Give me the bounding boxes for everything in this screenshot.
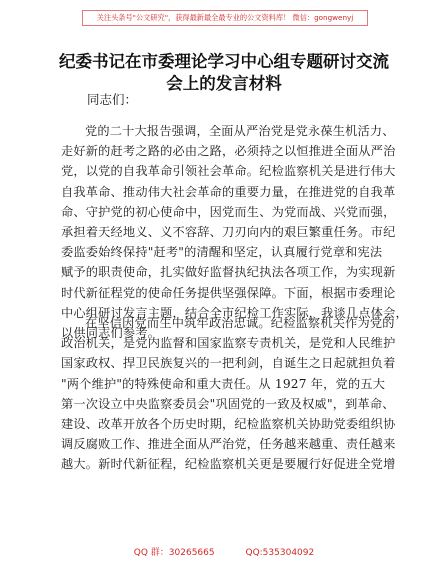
- paragraph-line: 走好新的赶考之路的必由之路，必须持之以恒推进全面从严治: [61, 144, 396, 159]
- paragraph-line: 以供同志们参考。: [61, 326, 161, 340]
- paragraph-line: 在坚信因党而生中筑牢政治忠诚。纪检监察机关作为党的: [85, 316, 395, 330]
- paragraph-line: 党，以党的自我革命引领社会革命。纪检监察机关是进行伟大: [61, 164, 396, 179]
- paragraph-line: 越大。新时代新征程，纪检监察机关更是要履行好促进全党增: [61, 457, 396, 472]
- paragraph-line: 国家政权、捍卫民族复兴的一把利剑，自诞生之日起就担负着: [61, 356, 396, 371]
- footer-qq-group: QQ 群：30265665: [133, 548, 215, 558]
- paragraph-line: 党的二十大报告强调，全面从严治党是党永葆生机活力、: [85, 124, 395, 138]
- paragraph-line: 中心组研讨发言主题，结合全市纪检工作实际，我谈几点体会，: [61, 305, 408, 320]
- paragraph-line: 时代新征程党的使命任务提供坚强保障。下面，根据市委理论: [61, 285, 396, 300]
- paragraph-line: 政治机关，是党内监督和国家监察专责机关，是党和人民维护: [61, 336, 396, 351]
- paragraph-line: 调反腐败工作、推进全面从严治党，任务越来越重、责任越来: [61, 437, 396, 452]
- header-banner: 关注头条号"公文研究"，获得最新最全最专业的公文资料库！ 微信：gongwenyj: [82, 10, 368, 26]
- footer-qq: QQ:535304092: [245, 548, 315, 558]
- document-title-line-1: 纪委书记在市委理论学习中心组专题研讨交流: [59, 52, 389, 71]
- paragraph-line: 自我革命、推动伟大社会革命的重要力量，在推进党的自我革: [61, 184, 396, 199]
- paragraph-line: 命、守护党的初心使命中，因党而生、为党而战、兴党而强，: [61, 204, 396, 219]
- paragraph-line: "两个维护"的特殊使命和重大责任。从 1927 年，党的五大: [61, 376, 386, 391]
- salutation: 同志们：: [87, 92, 138, 107]
- paragraph-line: 赋予的职责使命，扎实做好监督执纪执法各项工作，为实现新: [61, 265, 396, 280]
- paragraph-line: 建设、改革开放各个历史时期，纪检监察机关协助党委组织协: [61, 417, 396, 431]
- paragraph-line: 第一次设立中央监察委员会"巩固党的一致及权威"，到革命、: [61, 396, 395, 411]
- paragraph-line: 承担着天经地义、义不容辞、刀刃向内的艰巨繁重任务。市纪: [61, 225, 396, 239]
- footer: [0, 545, 448, 558]
- document-title-line-2: 会上的发言材料: [166, 74, 282, 93]
- paragraph-line: 委监委始终保持"赶考"的清醒和坚定，认真履行党章和宪法: [61, 245, 383, 260]
